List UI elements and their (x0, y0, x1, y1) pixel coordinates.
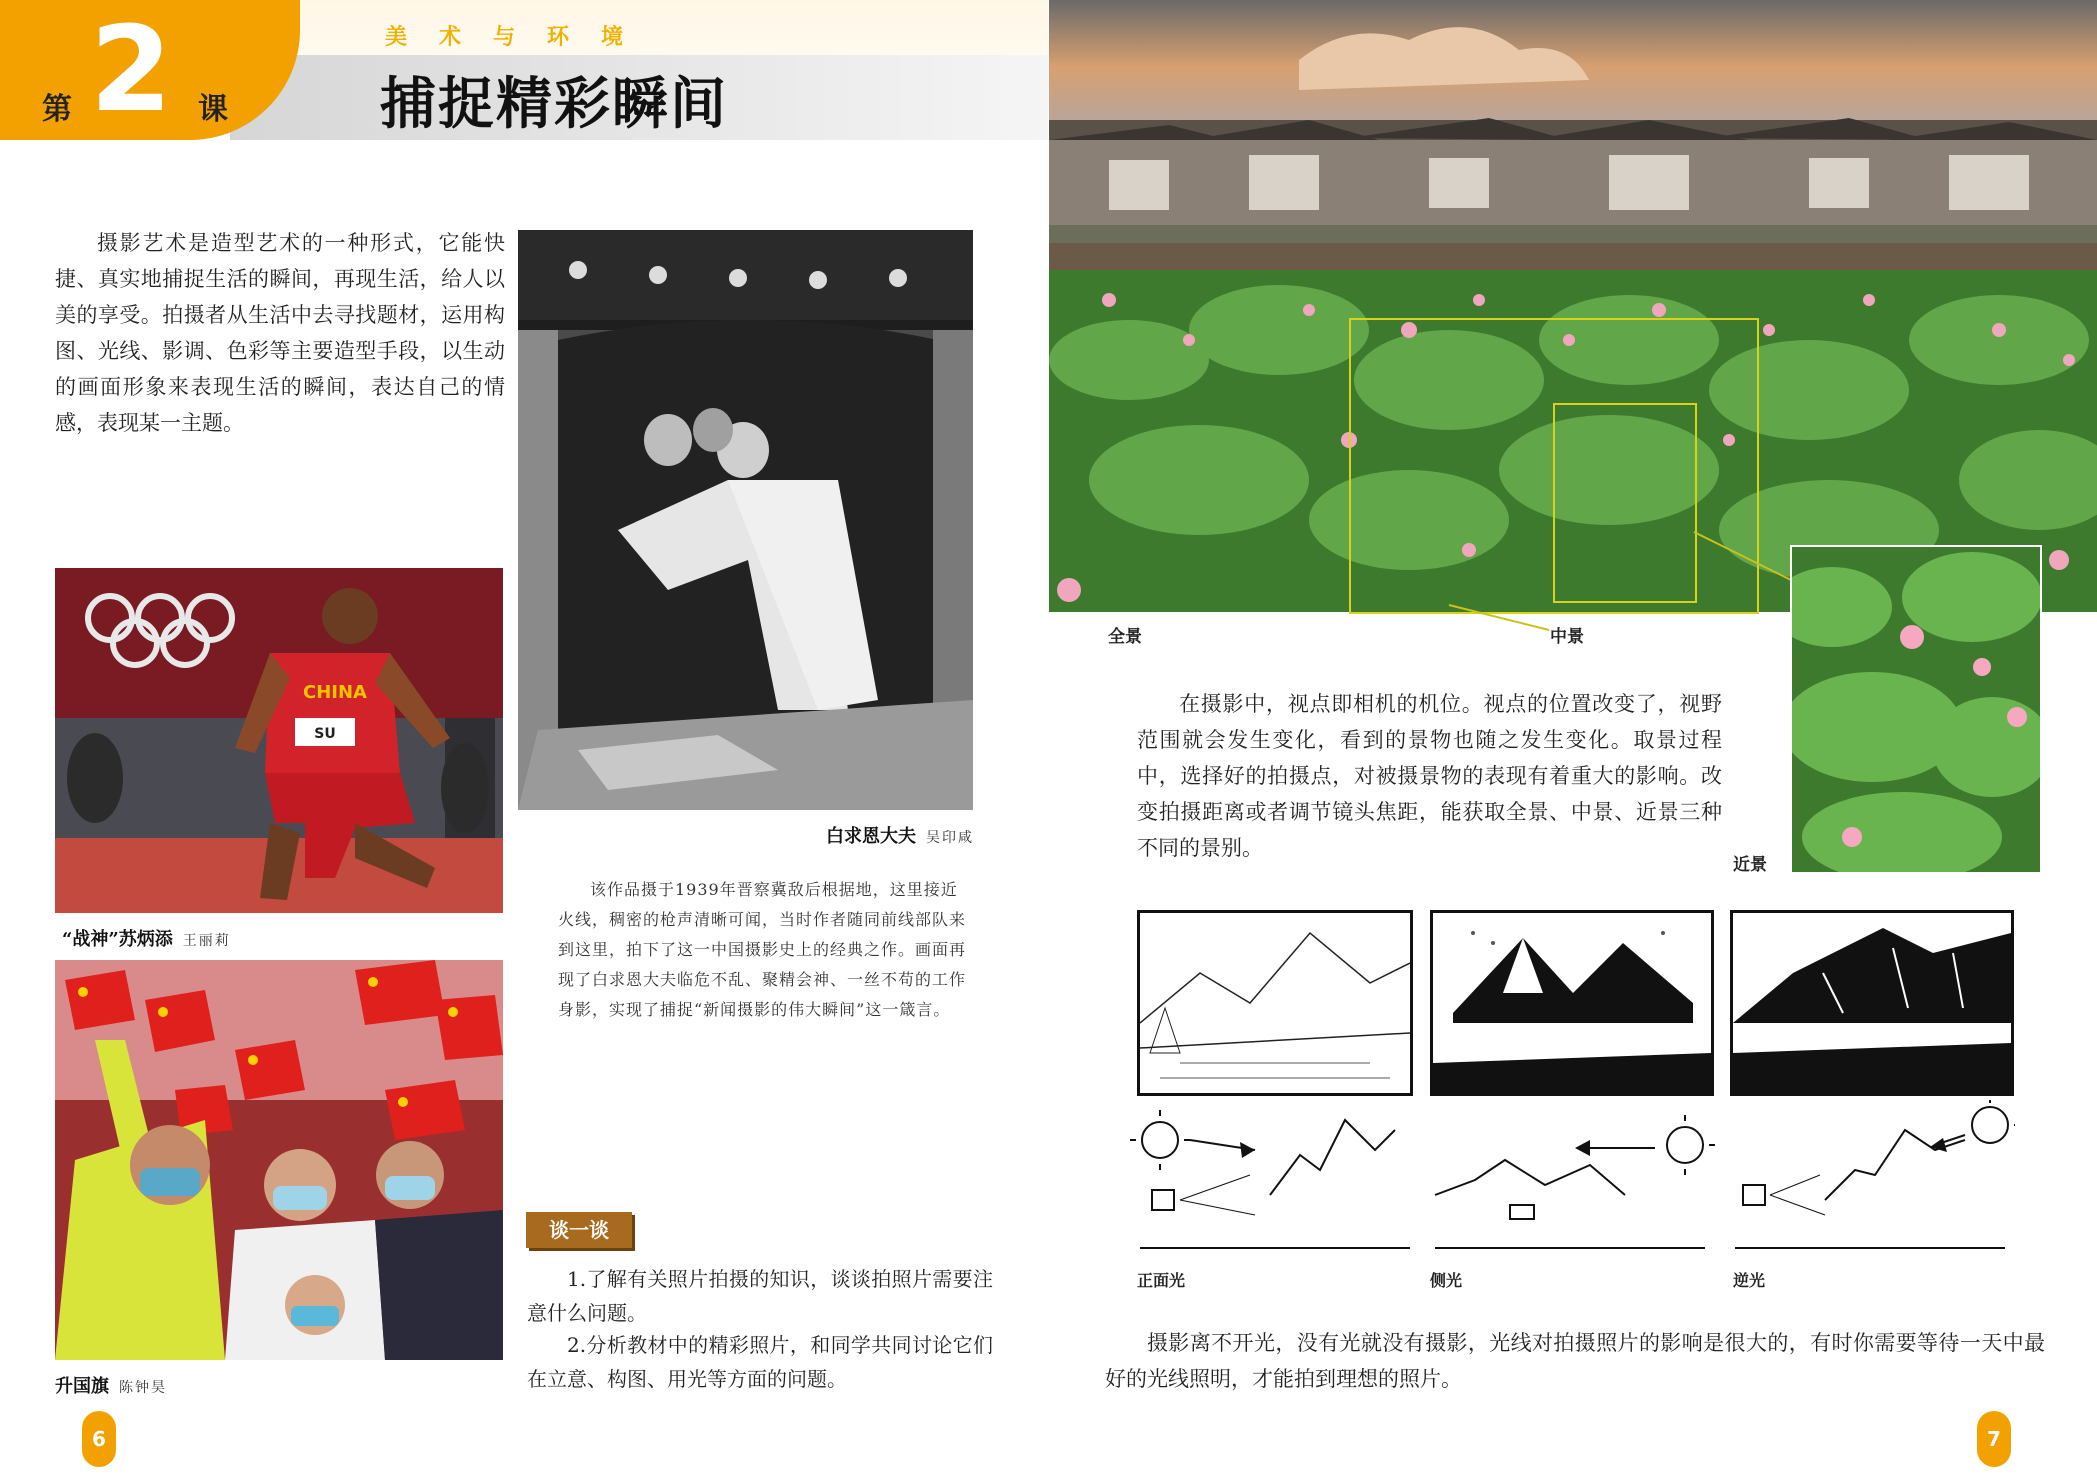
bethune-caption (760, 822, 974, 848)
label-medium-shot: 中景 (1550, 627, 1584, 647)
lesson-prefix: 第 (42, 92, 72, 127)
page-number-right: 7 (1977, 1411, 2011, 1467)
bethune-caption-title: 白求恩大夫 (826, 826, 916, 847)
su-bib-text: SU (314, 726, 336, 742)
bethune-caption-author: 吴印咸 (926, 830, 974, 846)
intro-paragraph: 摄影艺术是造型艺术的一种形式，它能快捷、真实地捕捉生活的瞬间，再现生活，给人以美的享受。拍摄者从生活中去寻找题材，运用构图、光线、影调、色彩等主要造型手段，以生动的画面形象来表现生活的瞬间，表达自己的情感，表现某一主题。 (55, 231, 505, 435)
lesson-title: 捕捉精彩瞬间 (380, 71, 728, 137)
label-side-light: 侧光 (1430, 1271, 1463, 1290)
side-light-illustration (1430, 910, 1714, 1096)
light-paragraph: 摄影离不开光，没有光就没有摄影，光线对拍摄照片的影响是很大的，有时你需要等待一天中最好的光线照明，才能拍到理想的照片。 (1105, 1331, 2045, 1391)
close-up-lotus-photo (1790, 545, 2042, 874)
viewpoint-paragraph: 在摄影中，视点即相机的机位。视点的位置改变了，视野范围就会发生变化，看到的景物也随之发生变化。取景过程中，选择好的拍摄点，对被摄景物的表现有着重大的影响。改变拍摄距离或者调节镜头焦距，能获取全景、中景、近景三种不同的景别。 (1137, 692, 1722, 860)
back-light-diagram (1725, 1100, 2015, 1260)
front-light-illustration (1137, 910, 1413, 1096)
talk-question-1: 1.了解有关照片拍摄的知识，谈谈拍照片需要注意什么问题。 (527, 1267, 993, 1325)
flag-caption-author: 陈钟昊 (119, 1380, 167, 1396)
front-light-diagram (1130, 1100, 1420, 1260)
flag-raising-photo (55, 960, 503, 1360)
su-shirt-text: CHINA (303, 682, 367, 703)
su-caption-author: 王丽莉 (182, 933, 231, 949)
bethune-description: 该作品摄于1939年晋察冀敌后根据地，这里接近火线，稠密的枪声清晰可闻，当时作者随同前线部队来到这里，拍下了这一中国摄影史上的经典之作。画面再现了白求恩大夫临危不乱、聚精会神、一丝不苟的工作身影，实现了捕捉“新闻摄影的伟大瞬间”这一箴言。 (558, 880, 967, 1019)
page-number-left: 6 (82, 1411, 116, 1467)
label-close-shot: 近景 (1733, 855, 1767, 875)
label-back-light: 逆光 (1733, 1271, 1766, 1290)
subject-label: 美术与环境 (385, 25, 656, 50)
flag-raising-caption (55, 1372, 475, 1398)
back-light-illustration (1730, 910, 2014, 1096)
talk-question-2: 2.分析教材中的精彩照片，和同学共同讨论它们在立意、构图、用光等方面的问题。 (527, 1333, 993, 1391)
su-bingtian-caption (62, 925, 482, 951)
su-bingtian-photo (55, 568, 503, 913)
lesson-number: 2 (90, 0, 173, 138)
label-front-light: 正面光 (1137, 1271, 1186, 1290)
flag-caption-title: 升国旗 (55, 1376, 109, 1397)
label-full-shot: 全景 (1108, 627, 1142, 647)
bethune-photo (518, 230, 973, 810)
lesson-suffix: 课 (198, 92, 228, 127)
talk-badge: 谈一谈 (526, 1212, 632, 1248)
su-caption-title: “战神”苏炳添 (62, 929, 173, 950)
side-light-diagram (1425, 1100, 1715, 1260)
